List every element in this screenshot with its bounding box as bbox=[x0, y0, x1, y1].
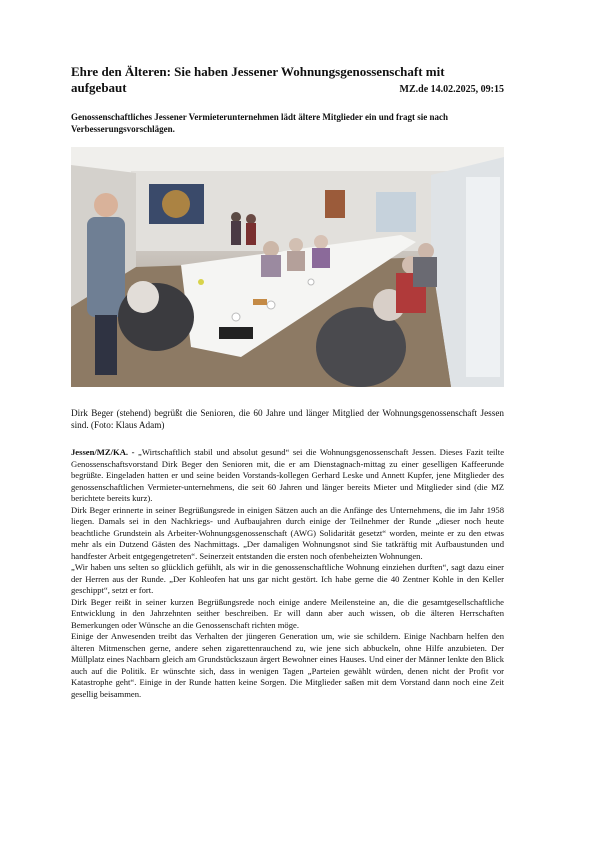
headline bbox=[71, 64, 504, 96]
paragraph-1 bbox=[71, 447, 504, 505]
article-photo bbox=[71, 147, 504, 387]
article-body bbox=[71, 447, 504, 700]
photo-illustration bbox=[71, 147, 504, 387]
headline-line-1: Ehre den Älteren: Sie haben Jessener Wohnungsgenossenschaft mit bbox=[71, 64, 445, 79]
article bbox=[71, 64, 504, 700]
dateline: Jessen/MZ/KA. - bbox=[71, 447, 135, 457]
paragraph-5: Einige der Anwesenden treibt das Verhalten der jüngeren Generation um, wie sie schildern. Einige Nachbarn helfen den älteren Mitmenschen gerne, andere sehen zigarettenrauchend zu, wie jene sich abbuckeln, ohne Hilfe anzubieten. Der Müllplatz eines Nachbarn gleich am Grundstückszaun ärgert Bewohner eines Hauses. Und einer der Männer lenkte den Blick auch auf die Politik. Er wünschte sich, dass in wenigen Tagen „Parteien gewählt würden, denen nicht der Profit vor Katastrophe geht“. Einige in der Runde hatten keine Sorgen. Die Mitglieder saßen mit dem Vorstand dann noch eine Zeit gesellig beisammen. bbox=[71, 631, 504, 699]
paragraph-4: Dirk Beger reißt in seiner kurzen Begrüßungsrede noch einige andere Meilensteine an, die die gesamtgesellschaftliche Entwicklung in den Jahrzehnten seither beschreiben. Er will dann aber auch wissen, ob die älteren Herrschaften Bemerkungen oder Wünsche an die Genossenschaft richten möge. bbox=[71, 596, 504, 630]
paragraph-3: „Wir haben uns selten so glücklich gefühlt, als wir in die genossenschaftliche Wohnung einziehen durften“, sagt dazu einer der Herren aus der Runde. „Der Kohleofen hat uns gar nicht gestört. Ich habe gerne die 40 Zentner Kohle in den Keller geschippt“, setzt er fort. bbox=[71, 562, 504, 595]
photo-caption: Dirk Beger (stehend) begrüßt die Senioren, die 60 Jahre und länger Mitglied der Wohnungsgenossenschaft Jessen sind. (Foto: Klaus Adam) bbox=[71, 408, 504, 430]
paragraph-1-text: „Wirtschaftlich stabil und absolut gesund“ sei die Wohnungsgenossenschaft Jessen. Dieses Fazit teilte Genossenschaftsvorstand Dirk Beger den Senioren mit, die er am Dienstagnach-mittag zu einer geselligen Kaffeerunde begrüßte. Eingeladen hatten er und seine beiden Vorstands-kollegen Gerhard Leske und Annett Kupfer, jene Mitglieder des genossenschaftlichen Vermieter-unternehmens, die seit 60 Jahren und länger bereits Mieter und Mitglieder sind (die MZ berichtete bereits kurz). bbox=[71, 447, 505, 503]
headline-line-2: aufgebaut bbox=[71, 80, 127, 95]
source-date: MZ.de 14.02.2025, 09:15 bbox=[399, 84, 504, 95]
paragraph-2: Dirk Beger erinnerte in seiner Begrüßungsrede in einigen Sätzen auch an die Anfänge des Unternehmens, die im Jahr 1958 liegen. Damals sei in den Nachkriegs- und Aufbaujahren durch einige der Teilnehmer der Runde „dieser noch heute beachtliche Grundstein als Arbeiter-Wohnungsgenossenschaft (AWG) Solidarität gesetzt“ worden, meinte er zu den etwas mehr als ein Dutzend Gästen des Nachmittags. „Der damaligen Wohnungsnot sind Sie tatkräftig mit Aufbaustunden und handfester Arbeit entgegengetreten“. Seinerzeit entstanden die ersten noch ofenbeheizten Wohnungen. bbox=[71, 504, 504, 561]
subheadline: Genossenschaftliches Jessener Vermieterunternehmen lädt ältere Mitglieder ein und fragt sie nach Verbesserungsvorschlägen. bbox=[71, 112, 448, 134]
